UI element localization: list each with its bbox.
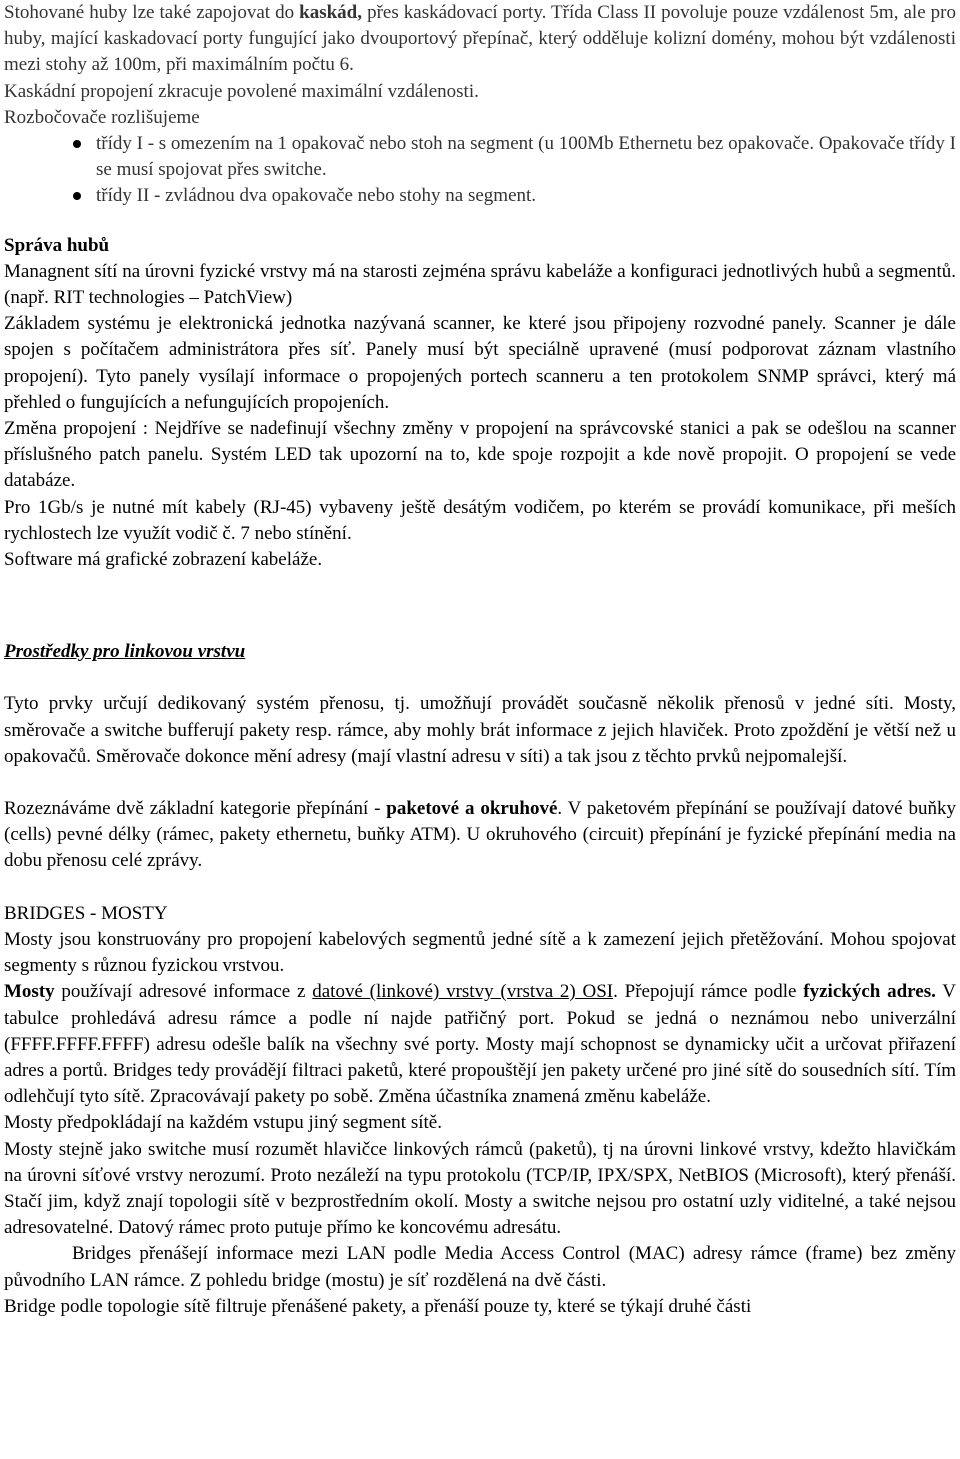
section-heading-hub-management bbox=[4, 233, 956, 259]
text-run: Rozeznáváme dvě základní kategorie přepínání - bbox=[4, 798, 387, 820]
paragraph-change: Změna propojení : Nejdříve se nadefinují všechny změny v propojení na správcovské stanici a pak se odešlou na scanner příslušného patch panelu. Systém LED tak upozorní na to, kde spoje rozpojit a kde nově propojit. O propojení se vede databáze. bbox=[4, 418, 956, 492]
paragraph-bridges-segment: Mosty předpokládají na každém vstupu jiný segment sítě. bbox=[4, 1112, 442, 1134]
heading-text: Prostředky pro linkovou vrstvu bbox=[4, 641, 246, 663]
bold-run: kaskád, bbox=[299, 2, 363, 23]
paragraph-switching bbox=[4, 796, 956, 875]
list-item: třídy II - zvládnou dva opakovače nebo stohy na segment. bbox=[4, 183, 956, 209]
paragraph-bridges-headers: Mosty stejně jako switche musí rozumět hlavičce linkových rámců (paketů), tj na úrovni linkové vrstvy, kdežto hlavičkám na úrovni síťové vrstvy nerozumí. Proto nezáleží na typu protokolu (TCP/IP, IPX/SPX, NetBIOS (Microsoft), který přenáší. Stačí jim, když znají topologii sítě v bezprostředním okolí. Mosty a switche nejsou pro ostatní uzly viditelné, a také nejsou adresovatelné. Datový rámec proto putuje přímo ke koncovému adresátu. bbox=[4, 1138, 956, 1239]
heading-text: Správa hubů bbox=[4, 234, 110, 256]
text-run: Stohované huby lze také zapojovat do bbox=[4, 2, 300, 23]
text-run: V tabulce prohledává adresu rámce a podle ní najde patřičný port. Pokud se jedná o neznámou nebo univerzální (FFFF.FFFF.FFFF) adresu odešle balík na všechny své porty. Mosty mají schopnost se dynamicky učit a určovat přiřazení adres a portů. Bridges tedy provádějí filtraci paketů, které propouštějí jen pakety určené pro jiné sítě do sousedních sítí. Tím odlehčují tyto sítě. Zpracovávají pakety po sobě. Změna účastníka znamená změnu kabeláže. bbox=[4, 981, 957, 1108]
text-run: . V paketovém přepínání se používají datové buňky (cells) pevné délky (rámec, pakety ethernetu, buňky ATM). U okruhového (circuit) přepínání je fyzické přepínání media na dobu přenosu celé zprávy. bbox=[4, 798, 956, 872]
list-item: třídy I - s omezením na 1 opakovač nebo stoh na segment (u 100Mb Ethernetu bez opakovače. Opakovače třídy I se musí spojovat přes switche. bbox=[4, 131, 956, 183]
paragraph-hub-classes-intro: Rozbočovače rozlišujeme bbox=[4, 106, 200, 128]
text-run: používají adresové informace z bbox=[54, 981, 313, 1003]
underlined-run: datové (linkové) vrstvy (vrstva 2) OSI bbox=[312, 981, 614, 1003]
paragraph-cascade-distance: Kaskádní propojení zkracuje povolené maximální vzdálenosti. bbox=[4, 80, 479, 102]
paragraph-bridges-addressing bbox=[4, 979, 956, 1110]
paragraph-software: Software má grafické zobrazení kabeláže. bbox=[4, 549, 323, 571]
hub-classes-list bbox=[4, 131, 956, 210]
paragraph-devices: Tyto prvky určují dedikovaný systém přenosu, tj. umožňují provádět současně několik přenosů v jedné síti. Mosty, směrovače a switche bufferují pakety resp. rámce, aby mohly brát informace z jejich hlaviček. Proto zpoždění je větší než u opakovačů. Směrovače dokonce mění adresy (mají vlastní adresu v síti) a tak jsou z těchto prvků nejpomalejší. bbox=[4, 693, 956, 767]
paragraph-management: Managnent sítí na úrovni fyzické vrstvy má na starosti zejména správu kabeláže a konfiguraci jednotlivých hubů a segmentů. (např. RIT technologies – PatchView) bbox=[4, 260, 956, 309]
paragraph-gigabit: Pro 1Gb/s je nutné mít kabely (RJ-45) vybaveny ještě desátým vodičem, po kterém se provádí komunikace, při meších rychlostech lze využít vodič č. 7 nebo stínění. bbox=[4, 496, 956, 544]
paragraph-bridges-mac: Bridges přenášejí informace mezi LAN podle Media Access Control (MAC) adresy rámce (frame) bez změny původního LAN rámce. Z pohledu bridge (mostu) je síť rozdělená na dvě části. bbox=[4, 1243, 956, 1291]
paragraph-bridges-filter: Bridge podle topologie sítě filtruje přenášené pakety, a přenáší pouze ty, které se týkají druhé části bbox=[4, 1295, 752, 1317]
text-run: přes kaskádovací porty. Třída Class II povoluje pouze vzdálenost 5m, ale pro huby, mající kaskadovací porty fungující jako dvouportový přepínač, který odděluje kolizní domény, mohou být vzdálenosti mezi stohy až 100m, při maximálním počtu 6. bbox=[4, 2, 957, 76]
bold-run: Mosty bbox=[4, 981, 55, 1003]
text-run: . Přepojují rámce podle bbox=[613, 981, 804, 1003]
paragraph-cascades bbox=[4, 0, 956, 79]
paragraph-bridges-intro: Mosty jsou konstruovány pro propojení kabelových segmentů jedné sítě a k zamezení jejich přetěžování. Mohou spojovat segmenty s různou fyzickou vrstvou. bbox=[4, 928, 956, 977]
paragraph-scanner: Základem systému je elektronická jednotka nazývaná scanner, ke které jsou připojeny rozvodné panely. Scanner je dále spojen s počítačem administrátora přes síť. Panely musí být speciálně upravené (musí podporovat záznam vlastního propojení). Tyto panely vysílají informace o propojených portech scanneru a ten protokolem SNMP správci, který má přehled o fungujících a nefungujících propojeních. bbox=[4, 313, 956, 413]
section-heading-link-layer bbox=[4, 639, 956, 665]
bold-run: fyzických adres. bbox=[803, 981, 936, 1003]
bold-run: paketové a okruhové bbox=[386, 798, 558, 820]
section-heading-bridges: BRIDGES - MOSTY bbox=[4, 902, 168, 924]
